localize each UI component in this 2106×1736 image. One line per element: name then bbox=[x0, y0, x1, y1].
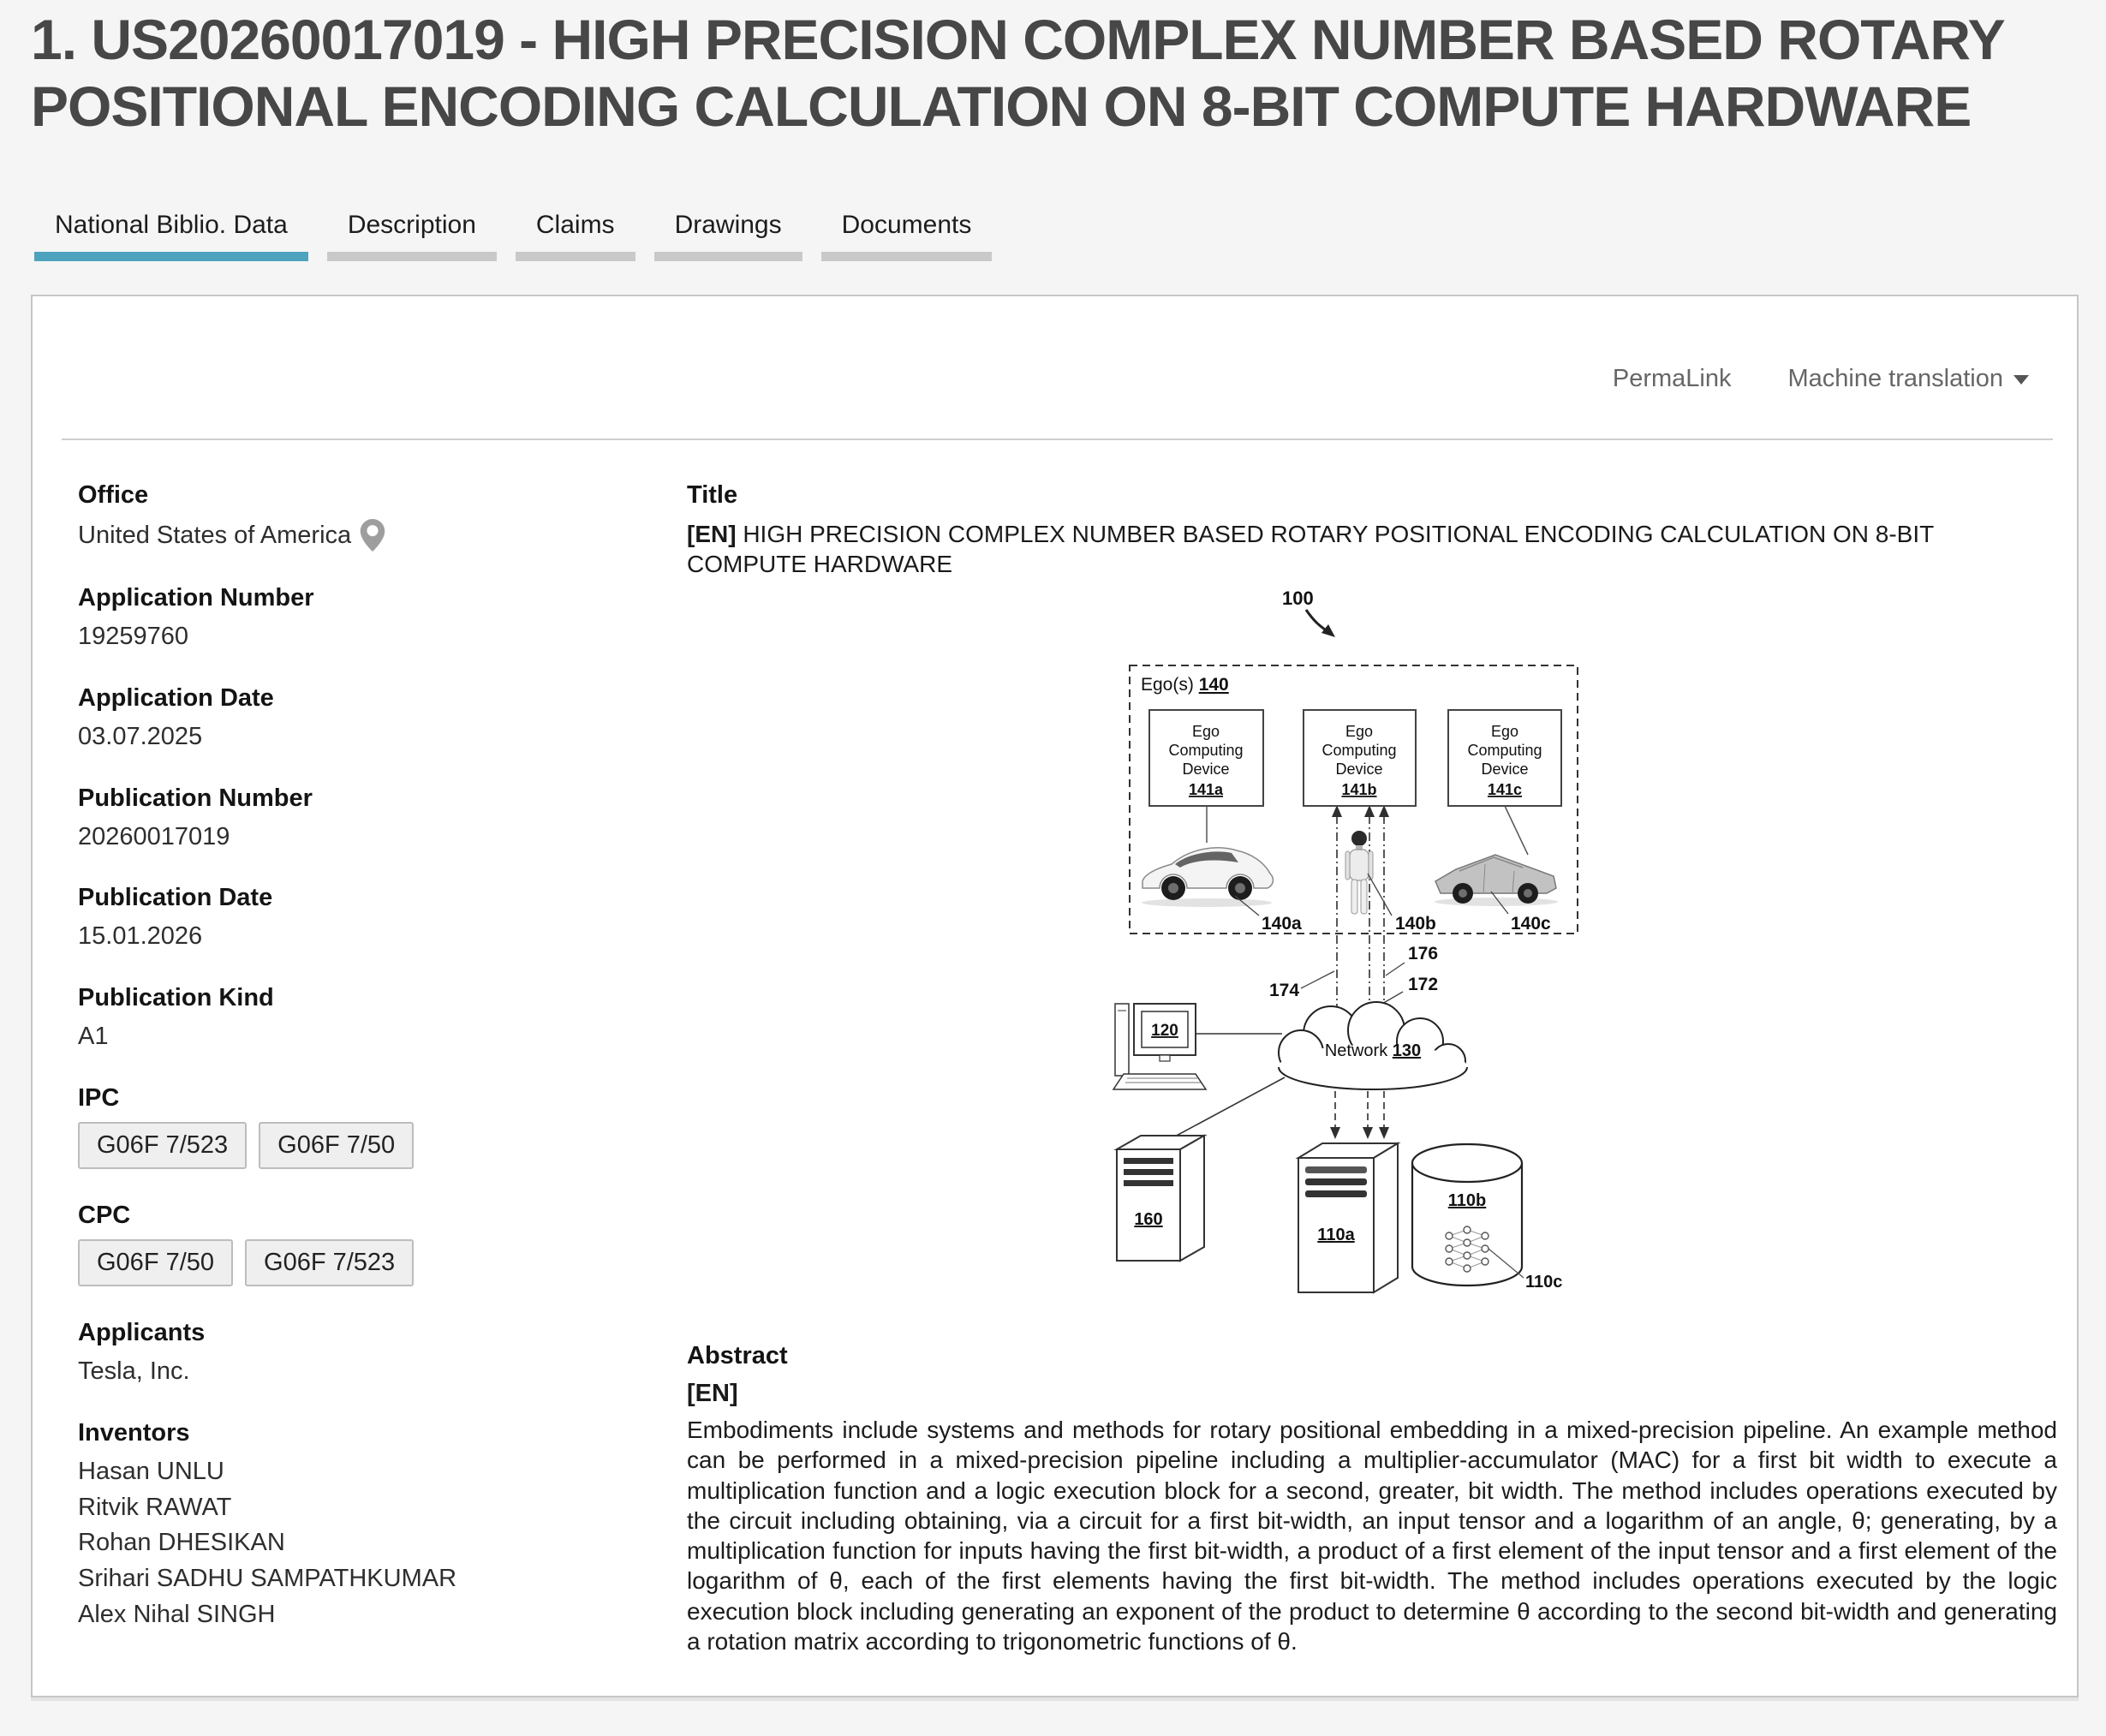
field-label: Publication Date bbox=[78, 884, 273, 912]
location-pin-icon[interactable] bbox=[360, 519, 385, 552]
svg-text:Ego: Ego bbox=[1490, 723, 1519, 740]
conn-label: 176 bbox=[1408, 944, 1439, 963]
publication-kind-value: A1 bbox=[78, 1023, 109, 1051]
tab-label: Drawings bbox=[674, 211, 782, 239]
server-160-num: 160 bbox=[1134, 1210, 1163, 1229]
application-date-value: 03.07.2025 bbox=[78, 722, 203, 750]
workstation-illustration bbox=[1113, 1004, 1206, 1089]
patent-figure-drawing bbox=[1107, 588, 1612, 1298]
cpc-code-chip[interactable]: G06F 7/523 bbox=[245, 1239, 414, 1286]
tab-active-indicator bbox=[34, 252, 308, 261]
patent-figure bbox=[1107, 588, 1615, 1302]
applicants-value: Tesla, Inc. bbox=[78, 1357, 190, 1385]
conn-label: 174 bbox=[1269, 981, 1300, 1000]
network-cloud bbox=[1279, 1002, 1467, 1089]
title-section-label: Title bbox=[687, 481, 738, 509]
egos-group-label: Ego(s) 140 bbox=[1141, 675, 1229, 695]
field-label: Publication Kind bbox=[78, 984, 274, 1012]
svg-text:Ego: Ego bbox=[1345, 723, 1374, 740]
network-label: Network 130 bbox=[1324, 1041, 1422, 1060]
workstation-num: 120 bbox=[1151, 1022, 1178, 1040]
tab-indicator bbox=[327, 252, 497, 261]
svg-text:Computing: Computing bbox=[1321, 742, 1397, 759]
tab-label: Description bbox=[347, 211, 476, 239]
comm-arrowheads bbox=[1332, 805, 1389, 817]
datastore-110b-num: 110b bbox=[1447, 1191, 1487, 1210]
abstract-text: Embodiments include systems and methods for rotary positional embedding in a mixed-precision pipeline. An example method can be performed in a mixed-precision pipeline including a multiplier-accumulator (MAC) for a first bit width to execute a multiplication function and a logic execution block for a second, greater, bit width. The method includes operations executed by the circuit including obtaining, via a circuit for a first bit-width, an input tensor and a logarithm of an angle, θ; generating, by a multiplication function for inputs having the first bit-width, a product of a first element of the input tensor and a first element of the logarithm of θ, each of the first elements having the first bit-width. The method includes operations executed by the logic execution block including generating an exponent of the product to determine θ according to the second bit-width and generating a rotation matrix according to trigonometric functions of θ. bbox=[687, 1417, 2057, 1655]
cloud-server-links bbox=[1335, 1091, 1384, 1127]
ipc-code-chip[interactable]: G06F 7/50 bbox=[259, 1122, 414, 1169]
field-label: Publication Number bbox=[78, 784, 313, 812]
patent-title-text bbox=[687, 519, 2057, 579]
inventor-name: Srihari SADHU SAMPATHKUMAR bbox=[78, 1565, 457, 1593]
field-inventors bbox=[78, 1419, 660, 1630]
device-to-truck-line bbox=[1505, 806, 1528, 855]
permalink-link[interactable]: PermaLink bbox=[1612, 365, 1732, 392]
svg-text:Device: Device bbox=[1182, 761, 1230, 778]
svg-text:Device: Device bbox=[1335, 761, 1383, 778]
toolbar-divider bbox=[62, 438, 2053, 440]
field-application-date bbox=[78, 684, 660, 752]
field-label: IPC bbox=[78, 1083, 120, 1112]
biblio-main bbox=[687, 468, 2057, 1684]
field-publication-number bbox=[78, 784, 660, 852]
field-ipc bbox=[78, 1084, 660, 1169]
abstract-section bbox=[687, 1328, 2057, 1656]
patent-title-value: HIGH PRECISION COMPLEX NUMBER BASED ROTARY POSITIONAL ENCODING CALCULATION ON 8-BIT COMPUTE HARDWARE bbox=[687, 521, 1934, 577]
caret-down-icon bbox=[2014, 375, 2029, 385]
svg-text:141c: 141c bbox=[1487, 781, 1523, 798]
field-label: Application Number bbox=[78, 584, 314, 611]
inventor-name: Ritvik RAWAT bbox=[78, 1493, 232, 1521]
svg-text:Computing: Computing bbox=[1467, 742, 1542, 759]
biblio-fields bbox=[78, 468, 660, 1662]
field-label: CPC bbox=[78, 1201, 131, 1229]
ego-label: 140a bbox=[1262, 914, 1302, 934]
tab-national-biblio-data[interactable] bbox=[34, 211, 308, 261]
svg-text:141a: 141a bbox=[1188, 781, 1224, 798]
svg-text:Device: Device bbox=[1481, 761, 1529, 778]
tab-documents[interactable] bbox=[821, 211, 993, 261]
field-application-number bbox=[78, 584, 660, 652]
cpc-code-chip[interactable]: G06F 7/50 bbox=[78, 1239, 233, 1286]
tab-bar bbox=[34, 211, 992, 261]
abstract-label: Abstract bbox=[687, 1342, 788, 1369]
conn-label-leaders bbox=[1301, 963, 1405, 1011]
publication-date-value: 15.01.2026 bbox=[78, 922, 203, 951]
tab-indicator bbox=[821, 252, 993, 261]
svg-text:Ego: Ego bbox=[1191, 723, 1220, 740]
tab-drawings[interactable] bbox=[654, 211, 802, 261]
car-illustration bbox=[1142, 848, 1273, 907]
language-tag: [EN] bbox=[687, 1380, 738, 1407]
figure-ref-label: 100 bbox=[1282, 588, 1314, 609]
field-label: Office bbox=[78, 481, 149, 509]
tab-description[interactable] bbox=[327, 211, 497, 261]
field-label: Inventors bbox=[78, 1418, 190, 1447]
language-tag: [EN] bbox=[687, 521, 737, 547]
publication-number-value: 20260017019 bbox=[78, 822, 230, 850]
machine-translation-dropdown[interactable] bbox=[1788, 365, 2029, 393]
field-label: Applicants bbox=[78, 1318, 206, 1346]
machine-translation-label: Machine translation bbox=[1787, 365, 2003, 392]
field-publication-kind bbox=[78, 984, 660, 1052]
server-160-illustration bbox=[1117, 1136, 1204, 1261]
conn-label: 172 bbox=[1408, 975, 1439, 994]
field-publication-date bbox=[78, 884, 660, 952]
inventor-name: Alex Nihal SINGH bbox=[78, 1600, 276, 1628]
field-label: Application Date bbox=[78, 683, 274, 712]
cloud-server-arrowheads bbox=[1330, 1127, 1389, 1139]
field-cpc bbox=[78, 1202, 660, 1286]
server-110a-num: 110a bbox=[1317, 1226, 1355, 1244]
datastore-110b-illustration bbox=[1412, 1144, 1562, 1292]
tab-indicator bbox=[654, 252, 802, 261]
server-110a-illustration bbox=[1298, 1143, 1398, 1292]
ego-label: 140b bbox=[1395, 914, 1436, 934]
robot-illustration bbox=[1345, 831, 1373, 914]
model-110c-num: 110c bbox=[1525, 1273, 1563, 1292]
page-title: 1. US20260017019 - HIGH PRECISION COMPLEX NUMBER BASED ROTARY POSITIONAL ENCODING CALCULATION ON 8-BIT COMPUTE HARDWARE bbox=[31, 8, 2004, 138]
inventor-name: Hasan UNLU bbox=[78, 1457, 224, 1485]
figure-ref-arrowhead bbox=[1321, 624, 1335, 637]
field-applicants bbox=[78, 1319, 660, 1387]
tab-label: Claims bbox=[535, 211, 615, 239]
card-toolbar bbox=[1613, 365, 2029, 393]
svg-text:Computing: Computing bbox=[1168, 742, 1244, 759]
tab-label: National Biblio. Data bbox=[55, 211, 288, 239]
tab-indicator bbox=[516, 252, 635, 261]
tab-claims[interactable] bbox=[516, 211, 635, 261]
ego-computing-device-boxes bbox=[1149, 710, 1561, 806]
inventor-name: Rohan DHESIKAN bbox=[78, 1529, 285, 1557]
ipc-code-chip[interactable]: G06F 7/523 bbox=[78, 1122, 247, 1169]
office-value: United States of America bbox=[78, 521, 352, 549]
field-office bbox=[78, 481, 660, 552]
biblio-card bbox=[31, 295, 2079, 1697]
ego-label: 140c bbox=[1511, 914, 1551, 934]
tab-label: Documents bbox=[841, 211, 972, 239]
application-number-value: 19259760 bbox=[78, 623, 189, 650]
svg-text:141b: 141b bbox=[1341, 781, 1377, 798]
